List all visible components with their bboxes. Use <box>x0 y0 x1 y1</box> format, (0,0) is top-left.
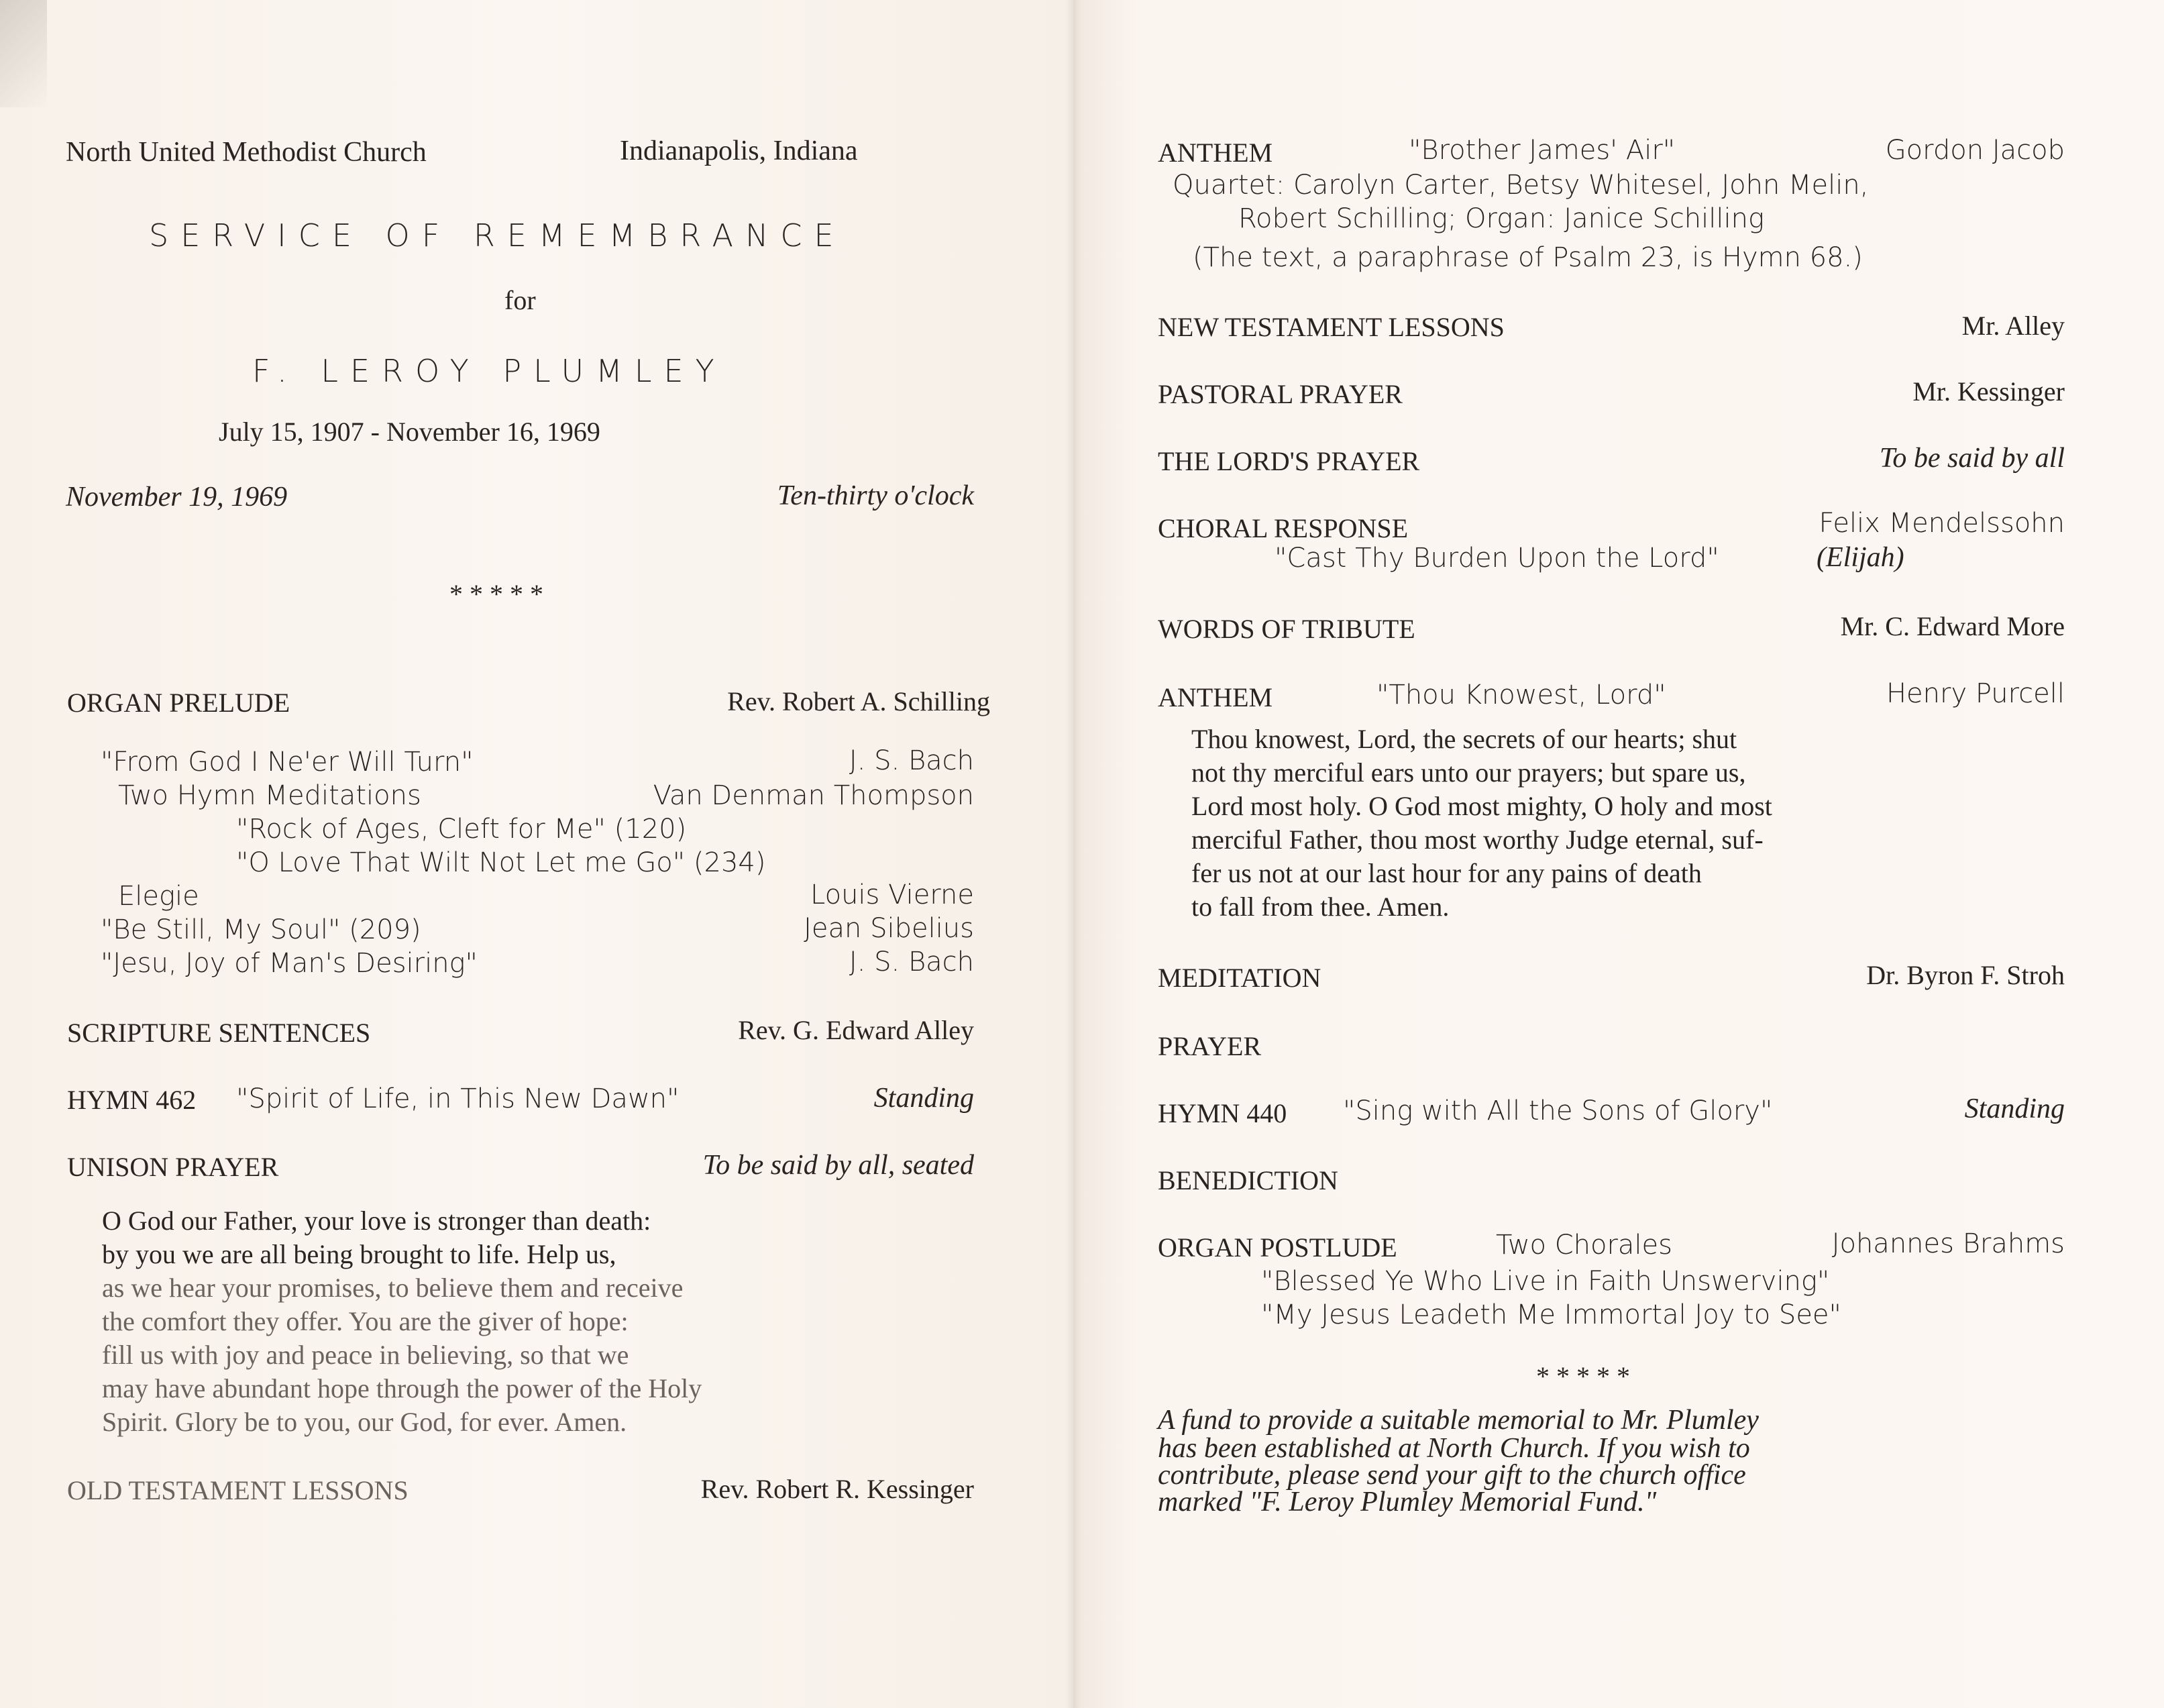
star-divider: * * * * * <box>449 579 543 609</box>
new-testament-leader: Mr. Alley <box>1961 311 2065 341</box>
memorial-fund-line: contribute, please send your gift to the church office <box>1158 1460 1746 1491</box>
choral-response-heading: CHORAL RESPONSE <box>1158 513 1409 543</box>
prayer-heading: PRAYER <box>1158 1031 1262 1061</box>
service-time: Ten-thirty o'clock <box>777 480 974 511</box>
service-date: November 19, 1969 <box>66 482 288 513</box>
anthem-1-heading: ANTHEM <box>1158 138 1273 168</box>
hymn-440-heading: HYMN 440 <box>1158 1098 1287 1128</box>
postlude-piece: "My Jesus Leadeth Me Immortal Joy to See" <box>1261 1299 1841 1330</box>
anthem-1-note: (The text, a paraphrase of Psalm 23, is Hymn 68.) <box>1193 242 1863 273</box>
organ-postlude-composer: Johannes Brahms <box>1831 1228 2065 1259</box>
prelude-piece-composer: J. S. Bach <box>849 947 974 977</box>
memorial-fund-line: A fund to provide a suitable memorial to Mr. Plumley <box>1158 1405 1759 1436</box>
anthem-2-text-line: fer us not at our last hour for any pains of death <box>1191 858 1702 888</box>
prelude-piece-composer: Van Denman Thompson <box>653 780 974 811</box>
scripture-heading: SCRIPTURE SENTENCES <box>67 1018 371 1048</box>
unison-prayer-note: To be said by all, seated <box>702 1150 974 1181</box>
unison-prayer-line: O God our Father, your love is stronger than death: <box>102 1206 651 1236</box>
scripture-leader: Rev. G. Edward Alley <box>738 1015 974 1045</box>
hymn-440-title: "Sing with All the Sons of Glory" <box>1343 1096 1773 1126</box>
meditation-leader: Dr. Byron F. Stroh <box>1866 960 2065 990</box>
old-testament-heading: OLD TESTAMENT LESSONS <box>67 1475 409 1505</box>
prelude-piece-title: Two Hymn Meditations <box>118 780 421 811</box>
page-fold <box>1065 0 1081 1708</box>
organ-prelude-heading: ORGAN PRELUDE <box>67 688 290 718</box>
anthem-2-title: "Thou Knowest, Lord" <box>1376 680 1666 710</box>
memorial-fund-line: marked "F. Leroy Plumley Memorial Fund." <box>1158 1487 1657 1517</box>
anthem-2-heading: ANTHEM <box>1158 682 1273 712</box>
hymn-440-note: Standing <box>1964 1093 2065 1124</box>
life-dates: July 15, 1907 - November 16, 1969 <box>219 417 600 447</box>
anthem-2-text-line: Lord most holy. O God most mighty, O holy and most <box>1191 791 1772 821</box>
lords-prayer-heading: THE LORD'S PRAYER <box>1158 446 1420 476</box>
pastoral-prayer-heading: PASTORAL PRAYER <box>1158 379 1403 409</box>
prelude-piece-composer: Jean Sibelius <box>804 913 974 944</box>
organ-postlude-subtitle: Two Chorales <box>1496 1230 1672 1261</box>
anthem-1-composer: Gordon Jacob <box>1885 135 2065 166</box>
prelude-piece-composer: J. S. Bach <box>849 745 974 776</box>
unison-prayer-line: by you we are all being brought to life. Help us, <box>102 1239 616 1269</box>
choral-response-source: (Elijah) <box>1817 542 1904 573</box>
pastoral-prayer-leader: Mr. Kessinger <box>1912 376 2065 407</box>
unison-prayer-heading: UNISON PRAYER <box>67 1152 279 1182</box>
prelude-piece-title: Elegie <box>118 881 199 912</box>
anthem-1-credits: Robert Schilling; Organ: Janice Schilling <box>1238 203 1764 234</box>
prelude-piece-title: "Rock of Ages, Cleft for Me" (120) <box>236 814 687 845</box>
hymn-462-heading: HYMN 462 <box>67 1085 197 1115</box>
anthem-1-credits: Quartet: Carolyn Carter, Betsy Whitesel, John Melin, <box>1173 170 1869 201</box>
anthem-2-text-line: merciful Father, thou most worthy Judge eternal, suf- <box>1191 824 1764 855</box>
prelude-piece-title: "From God I Ne'er Will Turn" <box>101 747 474 778</box>
page-corner-shadow <box>0 0 47 107</box>
new-testament-heading: NEW TESTAMENT LESSONS <box>1158 312 1505 342</box>
anthem-2-text-line: to fall from thee. Amen. <box>1191 892 1450 922</box>
unison-prayer-line: the comfort they offer. You are the giver of hope: <box>102 1306 629 1336</box>
tribute-heading: WORDS OF TRIBUTE <box>1158 614 1415 644</box>
unison-prayer-line: Spirit. Glory be to you, our God, for ever. Amen. <box>102 1407 627 1437</box>
anthem-2-text-line: Thou knowest, Lord, the secrets of our hearts; shut <box>1191 724 1737 754</box>
star-divider: * * * * * <box>1536 1361 1630 1391</box>
church-city: Indianapolis, Indiana <box>620 136 858 166</box>
prelude-piece-title: "Jesu, Joy of Man's Desiring" <box>101 948 478 979</box>
for-label: for <box>504 285 536 315</box>
hymn-462-title: "Spirit of Life, in This New Dawn" <box>236 1083 680 1114</box>
old-testament-leader: Rev. Robert R. Kessinger <box>700 1474 974 1504</box>
anthem-2-text-line: not thy merciful ears unto our prayers; but spare us, <box>1191 757 1746 788</box>
meditation-heading: MEDITATION <box>1158 963 1321 993</box>
unison-prayer-line: as we hear your promises, to believe them and receive <box>102 1273 684 1303</box>
choral-response-title: "Cast Thy Burden Upon the Lord" <box>1275 543 1719 574</box>
tribute-leader: Mr. C. Edward More <box>1840 611 2065 641</box>
deceased-name: F. LEROY PLUMLEY <box>252 353 726 389</box>
service-title: SERVICE OF REMEMBRANCE <box>149 217 846 254</box>
memorial-fund-line: has been established at North Church. If you wish to <box>1158 1433 1750 1464</box>
prelude-piece-title: "Be Still, My Soul" (209) <box>101 914 421 945</box>
prelude-piece-title: "O Love That Wilt Not Let me Go" (234) <box>236 847 766 878</box>
organ-postlude-heading: ORGAN POSTLUDE <box>1158 1232 1397 1263</box>
organ-prelude-performer: Rev. Robert A. Schilling <box>727 686 990 716</box>
lords-prayer-note: To be said by all <box>1879 443 2065 474</box>
postlude-piece: "Blessed Ye Who Live in Faith Unswerving" <box>1261 1266 1830 1297</box>
anthem-2-composer: Henry Purcell <box>1886 678 2065 709</box>
unison-prayer-line: fill us with joy and peace in believing, so that we <box>102 1340 629 1370</box>
anthem-1-title: "Brother James' Air" <box>1409 135 1676 166</box>
benediction-heading: BENEDICTION <box>1158 1165 1338 1195</box>
prelude-piece-composer: Louis Vierne <box>810 879 974 910</box>
choral-response-composer: Felix Mendelssohn <box>1819 508 2065 539</box>
hymn-462-note: Standing <box>873 1083 974 1114</box>
unison-prayer-line: may have abundant hope through the power of the Holy <box>102 1373 702 1403</box>
church-name: North United Methodist Church <box>66 137 427 168</box>
